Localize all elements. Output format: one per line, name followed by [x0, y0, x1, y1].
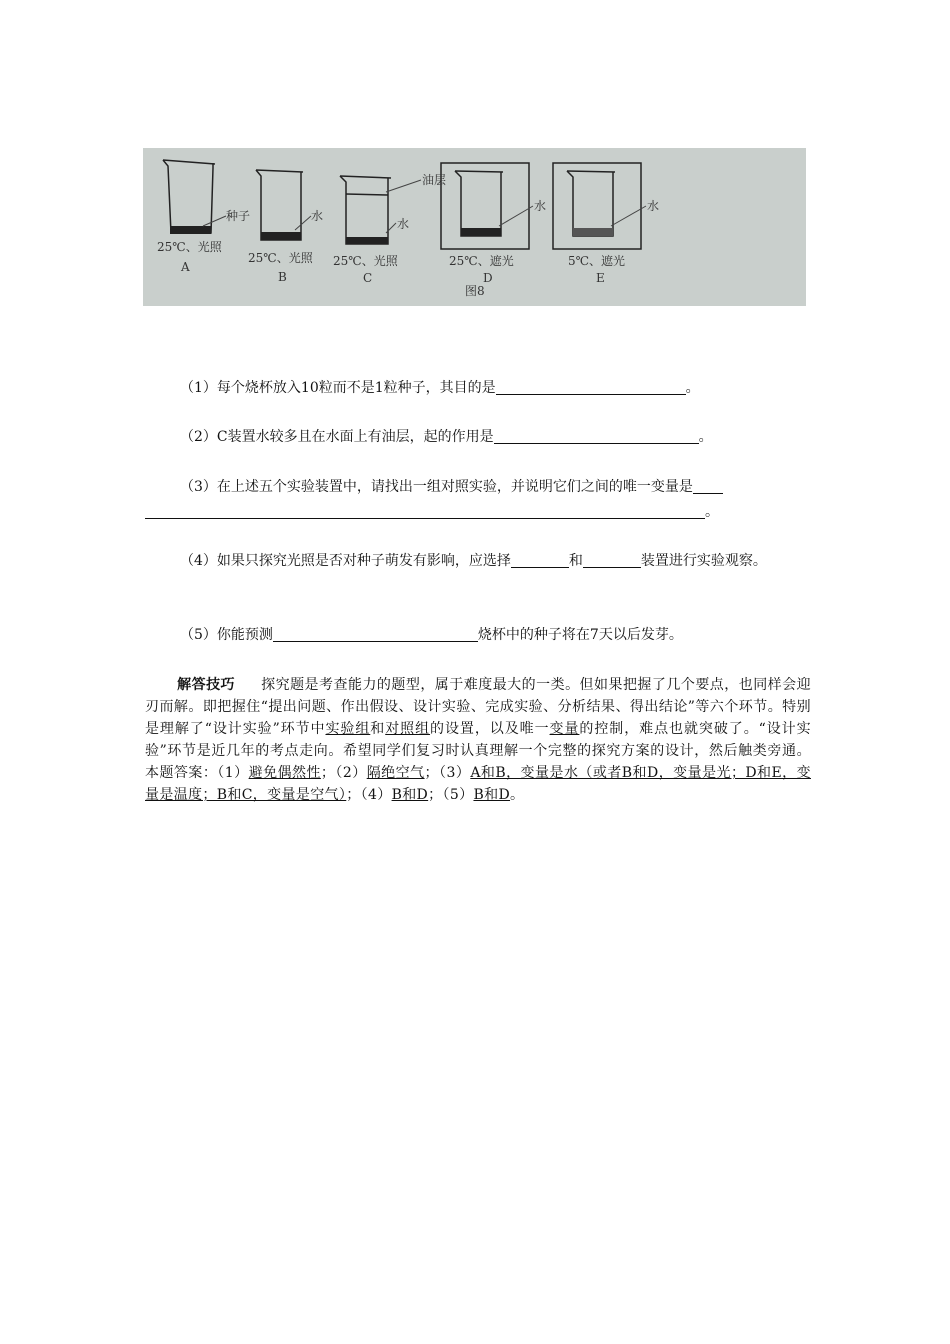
beaker-d	[455, 171, 501, 236]
label-seed: 种子	[226, 209, 251, 223]
question-text: （2）C装置水较多且在水面上有油层，起的作用是	[180, 429, 494, 445]
question-5	[145, 623, 810, 648]
question-text: （5）你能预测	[180, 627, 273, 643]
letter-c: C	[363, 271, 373, 285]
underlined-answer: 对照组	[385, 721, 431, 737]
question-2	[145, 425, 810, 450]
answer-text: 。	[510, 787, 525, 803]
condition-b: 25℃、光照	[248, 251, 313, 265]
underlined-answer: 变量	[549, 721, 580, 737]
question-text: （3）在上述五个实验装置中，请找出一组对照实验，并说明它们之间的唯一变量是	[180, 479, 693, 495]
answer-blank[interactable]	[273, 625, 478, 642]
condition-a: 25℃、光照	[157, 240, 222, 254]
label-water-c: 水	[397, 217, 410, 231]
beaker-diagram	[143, 148, 806, 306]
label-water-d: 水	[534, 199, 547, 213]
experiment-figure	[143, 148, 806, 306]
answer-text: ；（3）	[424, 765, 471, 781]
underlined-answer: B和D	[391, 787, 429, 803]
answer-tips	[145, 674, 811, 806]
answer-blank[interactable]	[511, 551, 569, 568]
underlined-answer: A和B，变量是水（或者B和D，变量是光；D和E，变量是温度；B和C，变量是空气）	[145, 765, 811, 803]
answer-blank[interactable]	[693, 477, 723, 494]
condition-d: 25℃、遮光	[449, 254, 514, 268]
answer-text: 的控制，难点也就突破了。“设计实验”环节是近几年的考点走向。希望同学们复习时认真理解一个完整的探究方案的设计，然后触类旁通。本题答案：（1）	[145, 721, 811, 781]
letter-d: D	[483, 271, 493, 285]
beaker-c	[340, 176, 388, 244]
label-water-e: 水	[647, 199, 660, 213]
question-text: （1）每个烧杯放入10粒而不是1粒种子，其目的是	[180, 380, 496, 396]
question-text: 。	[698, 429, 713, 445]
answer-text: 的设置，以及唯一	[430, 721, 550, 737]
question-text: （4）如果只探究光照是否对种子萌发有影响，应选择	[180, 553, 511, 569]
question-4	[145, 549, 810, 574]
letter-e: E	[596, 271, 605, 285]
question-3	[145, 475, 810, 525]
underlined-answer: 实验组	[325, 721, 371, 737]
question-text: 烧杯中的种子将在7天以后发芽。	[477, 627, 683, 643]
label-oil: 油层	[422, 173, 447, 187]
letter-a: A	[181, 260, 190, 274]
underlined-answer: 隔绝空气	[366, 765, 425, 781]
answer-blank[interactable]	[583, 551, 641, 568]
answer-blank[interactable]	[496, 378, 686, 395]
label-water-b: 水	[311, 209, 324, 223]
beaker-a	[163, 160, 213, 233]
underlined-answer: 避免偶然性	[248, 765, 321, 781]
answer-text: ；（4）	[346, 787, 392, 803]
answer-heading: 解答技巧	[177, 677, 236, 693]
question-text: 。	[705, 504, 719, 520]
answer-blank[interactable]	[145, 502, 705, 519]
condition-c: 25℃、光照	[333, 254, 398, 268]
question-1	[145, 376, 810, 401]
question-text: 装置进行实验观察。	[640, 553, 767, 569]
condition-e: 5℃、遮光	[568, 254, 626, 268]
answer-text: 探究题是考查能力的题型，属于难度最大的一类。但如果把握了几个要点，也同样会迎刃而解。即把握住“提出问题、作出假设、设计实验、完成实验、分析结果、得出结论”等六个环节。特别是理解了“设计实验”环节中	[145, 677, 811, 737]
answer-text: 和	[370, 721, 386, 737]
question-text: 和	[568, 553, 583, 569]
beaker-e	[567, 171, 613, 236]
letter-b: B	[278, 270, 287, 284]
question-text: 。	[685, 380, 700, 396]
figure-caption: 图8	[465, 284, 485, 298]
answer-blank[interactable]	[494, 427, 699, 444]
beaker-b	[256, 170, 301, 240]
answer-body	[145, 677, 811, 803]
answer-text: ；（5）	[428, 787, 474, 803]
underlined-answer: B和D	[473, 787, 511, 803]
answer-text: ；（2）	[320, 765, 367, 781]
